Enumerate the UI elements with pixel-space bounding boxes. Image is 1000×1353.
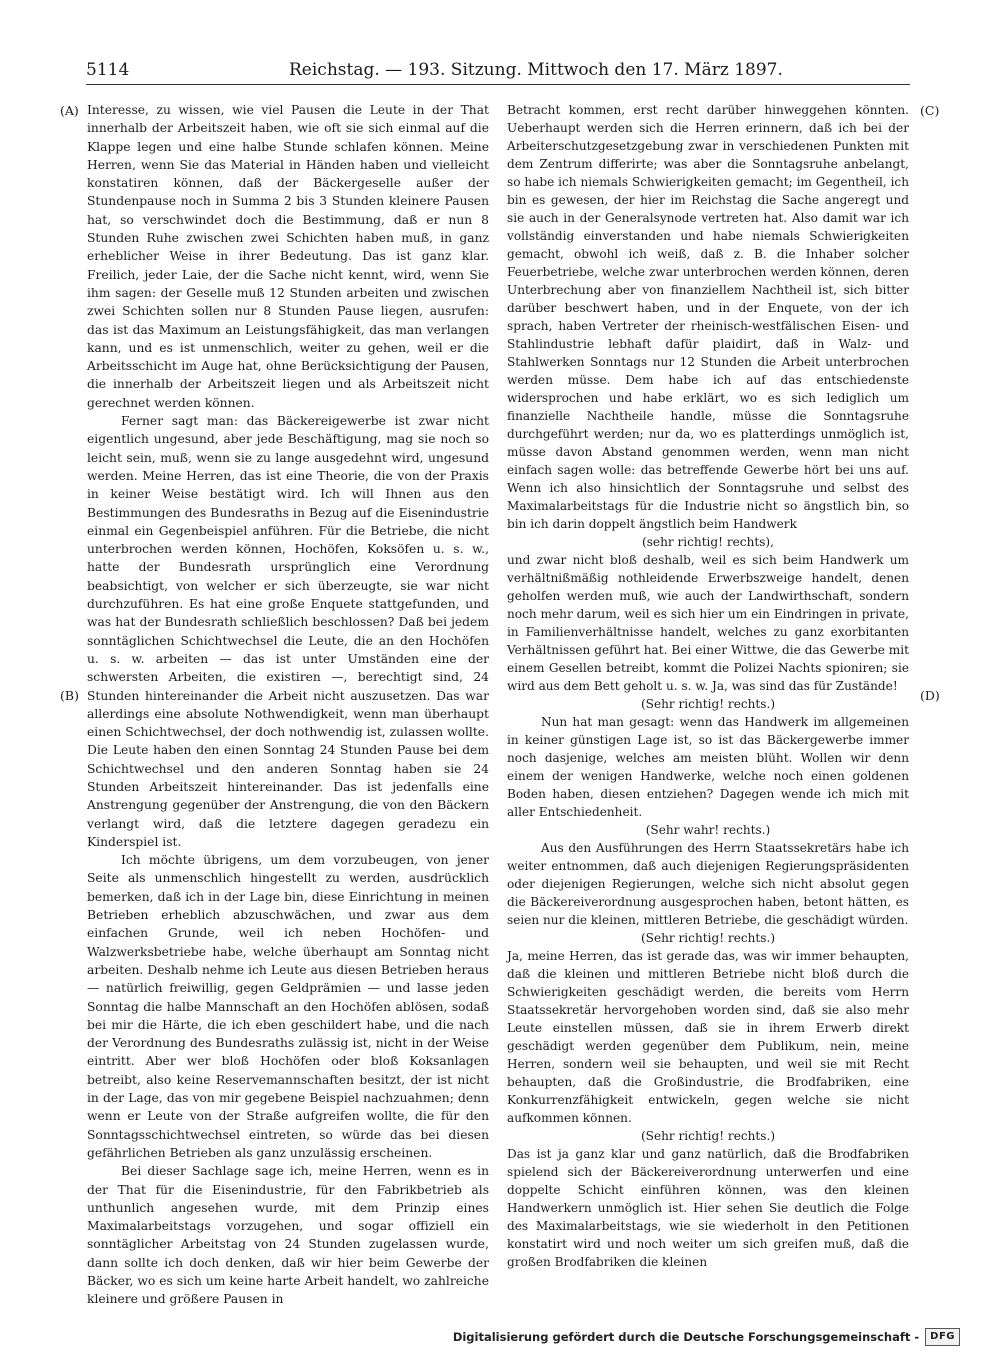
footer-credit: Digitalisierung gefördert durch die Deutsche Forschungsgemeinschaft - (452, 1330, 920, 1344)
right-interjection: (Sehr wahr! rechts.) (645, 823, 771, 837)
left-paragraph: Ich möchte übrigens, um dem vorzubeugen, von jener Seite als unmenschlich hingestellt zu werden, ausdrücklich bemerken, daß ich in der Lage bin, diese Einrichtung in meinen Betrieben erheblich abzuschwächen, und zwar aus dem einfachen Grunde, weil ich neben Hochöfen- und Walzwerksbetriebe habe, welche überhaupt am Sonntag nicht arbeiten. Deshalb nehme ich Leute aus diesen Betrieben heraus — natürlich freiwillig, gegen Geldprämien — und lasse jeden Sonntag die halbe Mannschaft an den Hochöfen ablösen, sodaß bei mir die Härte, die ich eben geschildert habe, und die nach der Verordnung des Bundesraths zulässig ist, nicht in der Weise eintritt. Aber wer bloß Hochöfen oder bloß Koksanlagen betreibt, also keine Reservemannschaften besitzt, der ist nicht in der Lage, das von mir gegebene Beispiel nachzuahmen; denn wenn er Leute von der Straße aufgreifen wollte, die für den Sonntagsschichtwechsel eintreten, so würde das bei diesen gefährlichen Betrieben als ganz unzulässig erscheinen. (87, 853, 489, 1160)
page-number: 5114 (86, 60, 130, 80)
right-paragraph: Nun hat man gesagt: wenn das Handwerk im allgemeinen in keiner günstigen Lage ist, so ist das Bäckergewerbe immer noch dasjenige, welches am meisten blüht. Wollen wir denn einem der wenigen Handwerke, welche noch einen goldenen Boden haben, diesen entziehen? Dagegen wende ich mich mit aller Entschiedenheit. (507, 715, 909, 819)
running-title: Reichstag. — 193. Sitzung. Mittwoch den 17. März 1897. (289, 60, 783, 80)
margin-marker-c: (C) (920, 103, 940, 118)
dfg-logo: DFG (925, 1328, 960, 1346)
right-paragraph: Ja, meine Herren, das ist gerade das, was wir immer behaupten, daß die kleinen und mittleren Betriebe nicht bloß durch die Schwierigkeiten geschädigt werden, die bereits vom Herrn Staatssekretär hervorgehoben worden sind, daß sie also mehr Leute einstellen müssen, daß sie in ihrem Erwerb direkt geschädigt werden gegenüber dem Publikum, nein, meine Herren, sondern weil sie behaupten, und weil sie mit Recht behaupten, daß die Großindustrie, die Brodfabriken, eine Konkurrenzfähigkeit entwickeln, gegen welche sie nicht aufkommen können. (507, 949, 909, 1125)
right-paragraph: Das ist ja ganz klar und ganz natürlich, daß die Brodfabriken spielend sich der Bäckereiverordnung unterwerfen und eine doppelte Schicht einführen können, was den kleinen Handwerkern unmöglich ist. Hier sehen Sie deutlich die Folge des Maximalarbeitstags, wie sie wiederholt in den Petitionen konstatirt wird und noch weiter um sich greifen muß, daß die großen Brodfabriken die kleinen (507, 1147, 909, 1269)
margin-marker-b: (B) (60, 688, 79, 703)
footer (453, 1326, 960, 1348)
left-paragraph: Bei dieser Sachlage sage ich, meine Herren, wenn es in der That für die Eisenindustrie, für den Fabrikbetrieb als unthunlich angesehen wurde, mit dem Prinzip eines Maximalarbeitstags vorzugehen, und sogar offiziell ein sonntäglicher Arbeitstag von 24 Stunden zugelassen wurde, dann sollte ich doch denken, daß wir hier beim Gewerbe der Bäcker, wo es sich um keine harte Arbeit handelt, wo zahlreiche kleinere und größere Pausen in (87, 1164, 489, 1307)
right-paragraph: Betracht kommen, erst recht darüber hinweggehen könnten. Ueberhaupt werden sich die Herren erinnern, daß ich bei der Arbeiterschutzgesetzgebung zwar in verschiedenen Punkten mit dem Zentrum differirte; was aber die Sonntagsruhe anbelangt, so habe ich niemals Schwierigkeiten gemacht; im Gegentheil, ich bin es gewesen, der hier im Reichstag die Sache angeregt und sie auch in der Generalsynode vertreten hat. Also damit war ich vollständig einverstanden und habe niemals Schwierigkeiten gemacht, obwohl ich weiß, daß z. B. die Inhaber solcher Feuerbetriebe, welche zwar unterbrochen werden können, deren Unterbrechung aber von finanziellem Nachtheil ist, sich bitter darüber beschwert haben, und in der Enquete, von der ich sprach, haben Vertreter der rheinisch-westfälischen Eisen- und Stahlindustrie lebhaft dafür plaidirt, daß in Walz- und Stahlwerken Sonntags nur 12 Stunden die Arbeit unterbrochen werden müsse. Dem habe ich auf das entschiedenste widersprochen und habe erklärt, wo es sich lediglich um finanzielle Nachtheile handle, müsse die Sonntagsruhe durchgeführt werden; nur da, wo es platterdings unmöglich ist, müsse davon Abstand genommen werden, wenn man nicht einfach sagen wolle: das betreffende Gewerbe hört bei uns auf. Wenn ich also hinsichtlich der Sonntagsruhe und selbst des Maximalarbeitstags für die Industrie nicht so ängstlich bin, so bin ich darin doppelt ängstlich beim Handwerk (507, 103, 909, 531)
right-interjection: (Sehr richtig! rechts.) (640, 697, 776, 711)
left-paragraph: Ferner sagt man: das Bäckereigewerbe ist zwar nicht eigentlich ungesund, aber jede Beschäftigung, mag sie noch so leicht sein, muß, wenn sie zu lange ausgedehnt wird, ungesund werden. Meine Herren, das ist eine Theorie, die von der Praxis in keiner Weise bestätigt wird. Ich will Ihnen aus den Bestimmungen des Bundesraths in Bezug auf die Eisenindustrie einmal ein Gegenbeispiel anführen. Für die Betriebe, die nicht unterbrochen werden können, Hochöfen, Koksöfen u. s. w., hatte der Bundesrath ursprünglich eine Verordnung beabsichtigt, von welcher er sich überzeugte, sie war nicht durchzuführen. Es hat eine große Enquete stattgefunden, und was hat der Bundesrath schließlich beschlossen? Daß bei jedem sonntäglichen Schichtwechsel die Leute, die an den Hochöfen u. s. w. arbeiten — das ist unter Umständen eine der schwersten Arbeiten, die existiren —, berechtigt sind, 24 Stunden hintereinander die Arbeit nicht auszusetzen. Das war allerdings eine absolute Nothwendigkeit, wenn man überhaupt einen Schichtwechsel, der doch nothwendig ist, zulassen wollte. Die Leute haben den einen Sonntag 24 Stunden Pause bei dem Schichtwechsel und den anderen Sonntag haben sie 24 Stunden Arbeitszeit hintereinander. Das ist jedenfalls eine Anstrengung gegenüber der Anstrengung, die von den Bäckern verlangt wird, daß die letztere dagegen geradezu ein Kinderspiel ist. (87, 414, 489, 849)
right-column (507, 101, 909, 1271)
right-interjection: (Sehr richtig! rechts.) (640, 931, 776, 945)
right-paragraph: und zwar nicht bloß deshalb, weil es sich beim Handwerk um verhältnißmäßig nothleidende Erwerbszweige handelt, denen geholfen werden muß, wie auch der Landwirthschaft, sondern noch mehr darum, weil es sich hier um ein Eindringen in private, in Familienverhältnisse handelt, welches zu ganz exorbitanten Verhältnissen geführt hat. Bei einer Wittwe, die das Gewerbe mit einem Gesellen betreibt, kommt die Polizei Nachts spioniren; sie wird aus dem Bett geholt u. s. w. Ja, was sind das für Zustände! (507, 553, 909, 693)
margin-marker-d: (D) (920, 688, 940, 703)
header-rule (86, 84, 910, 85)
left-paragraph: Interesse, zu wissen, wie viel Pausen die Leute in der That innerhalb der Arbeitszeit haben, wie oft sie sich einmal auf die Klappe legen und eine halbe Stunde schlafen können. Meine Herren, wenn Sie das Material in Händen haben und vielleicht konstatiren können, daß der Bäckergeselle außer der Stundenpause noch in Summa 2 bis 3 Stunden kleinere Pausen hat, so verschwindet doch die Bestimmung, daß er nun 8 Stunden Ruhe zwischen zwei Schichten haben muß, in ganz erheblicher Weise in ihrer Bedeutung. Das ist ganz klar. Freilich, jeder Laie, der die Sache nicht kennt, wird, wenn Sie ihm sagen: der Geselle muß 12 Stunden arbeiten und zwischen zwei Schichten sollen nur 8 Stunden Pause liegen, ausrufen: das ist das Maximum an Leistungsfähigkeit, das man verlangen kann, und es ist unmenschlich, weiter zu gehen, weil er die Arbeitsschicht im Auge hat, ohne Berücksichtigung der Pausen, die innerhalb der Arbeitszeit liegen und als Arbeitszeit nicht gerechnet werden können. (87, 103, 489, 410)
page-header (86, 58, 910, 82)
margin-marker-a: (A) (60, 103, 79, 118)
left-column (87, 101, 489, 1309)
right-interjection: (Sehr richtig! rechts.) (640, 1129, 776, 1143)
right-paragraph: Aus den Ausführungen des Herrn Staatssekretärs habe ich weiter entnommen, daß auch diejenigen Regierungspräsidenten oder diejenigen Regierungen, welche sich nicht absolut gegen die Bäckereiverordnung ausgesprochen haben, betont hätten, es seien nur die kleinen, mittleren Betriebe, die geschädigt würden. (507, 841, 909, 927)
right-interjection: (sehr richtig! rechts), (641, 535, 774, 549)
